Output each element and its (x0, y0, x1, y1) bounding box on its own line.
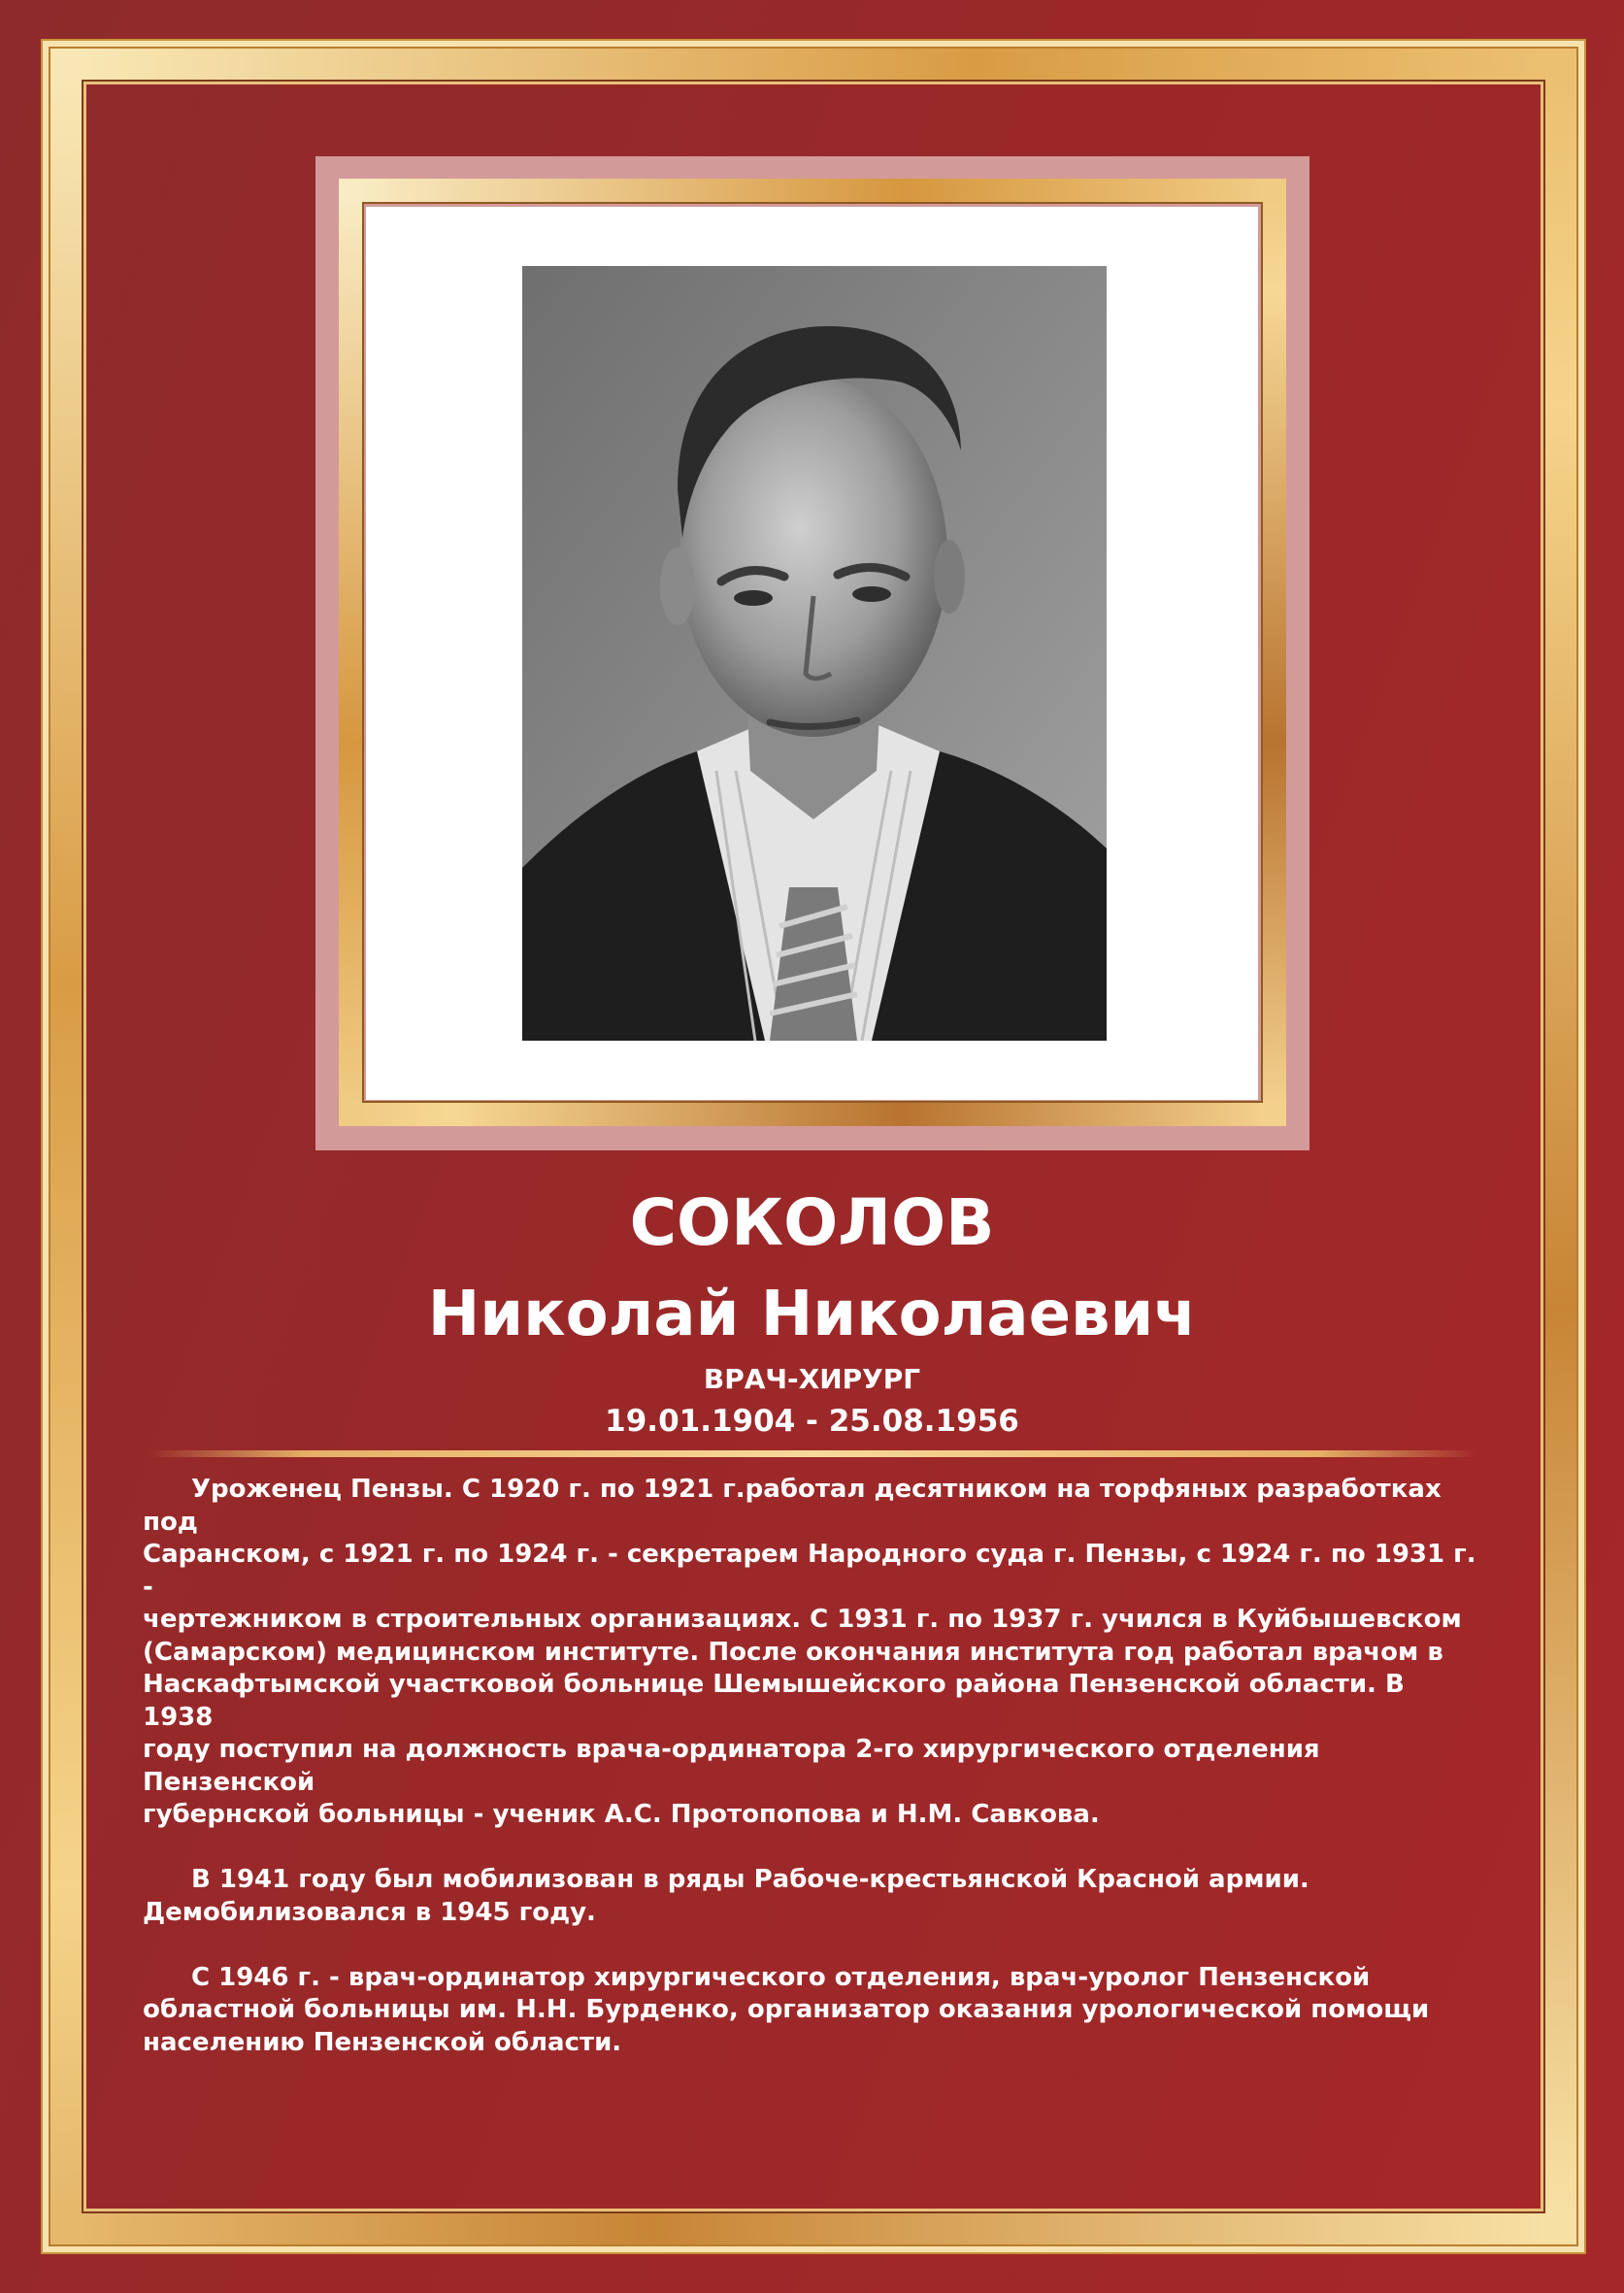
biography-paragraph-3: С 1946 г. - врач-ординатор хирургического отделения, врач-уролог Пензенской областной больницы им. Н.Н. Бурденко, организатор оказания урологической помощи населению Пензенской области. (143, 1962, 1430, 2057)
biography (143, 1474, 1480, 2092)
life-dates: 19.01.1904 - 25.08.1956 (605, 1404, 1019, 1439)
portrait-image (522, 266, 1107, 1041)
person-profession: ВРАЧ-ХИРУРГ (703, 1363, 921, 1395)
biography-paragraph-1: Уроженец Пензы. С 1920 г. по 1921 г.работал десятником на торфяных разработках под Саранском, с 1921 г. по 1924 г. - секретарем Народного суда г. Пензы, с 1924 г. по 1931 г. - чертежником в строительных организациях. С 1931 г. по 1937 г. учился в Куйбышевском (Самарском) медицинском институте. После окончания института год работал врачом в Наскафтымской участковой больнице Шемышейского района Пензенской области. В 1938 году поступил на должность врача-ординатора 2-го хирургического отделения Пензенской губернской больницы - ученик А.С. Протопопова и Н.М. Савкова. (143, 1475, 1476, 1829)
gold-divider (148, 1450, 1477, 1457)
portrait-photo (522, 266, 1107, 1041)
biography-paragraph-2: В 1941 году был мобилизован в ряды Рабоче-крестьянской Красной армии. Демобилизовался в 1945 году. (143, 1865, 1309, 1927)
person-given-names: Николай Николаевич (427, 1279, 1197, 1350)
person-surname: СОКОЛОВ (629, 1185, 995, 1260)
